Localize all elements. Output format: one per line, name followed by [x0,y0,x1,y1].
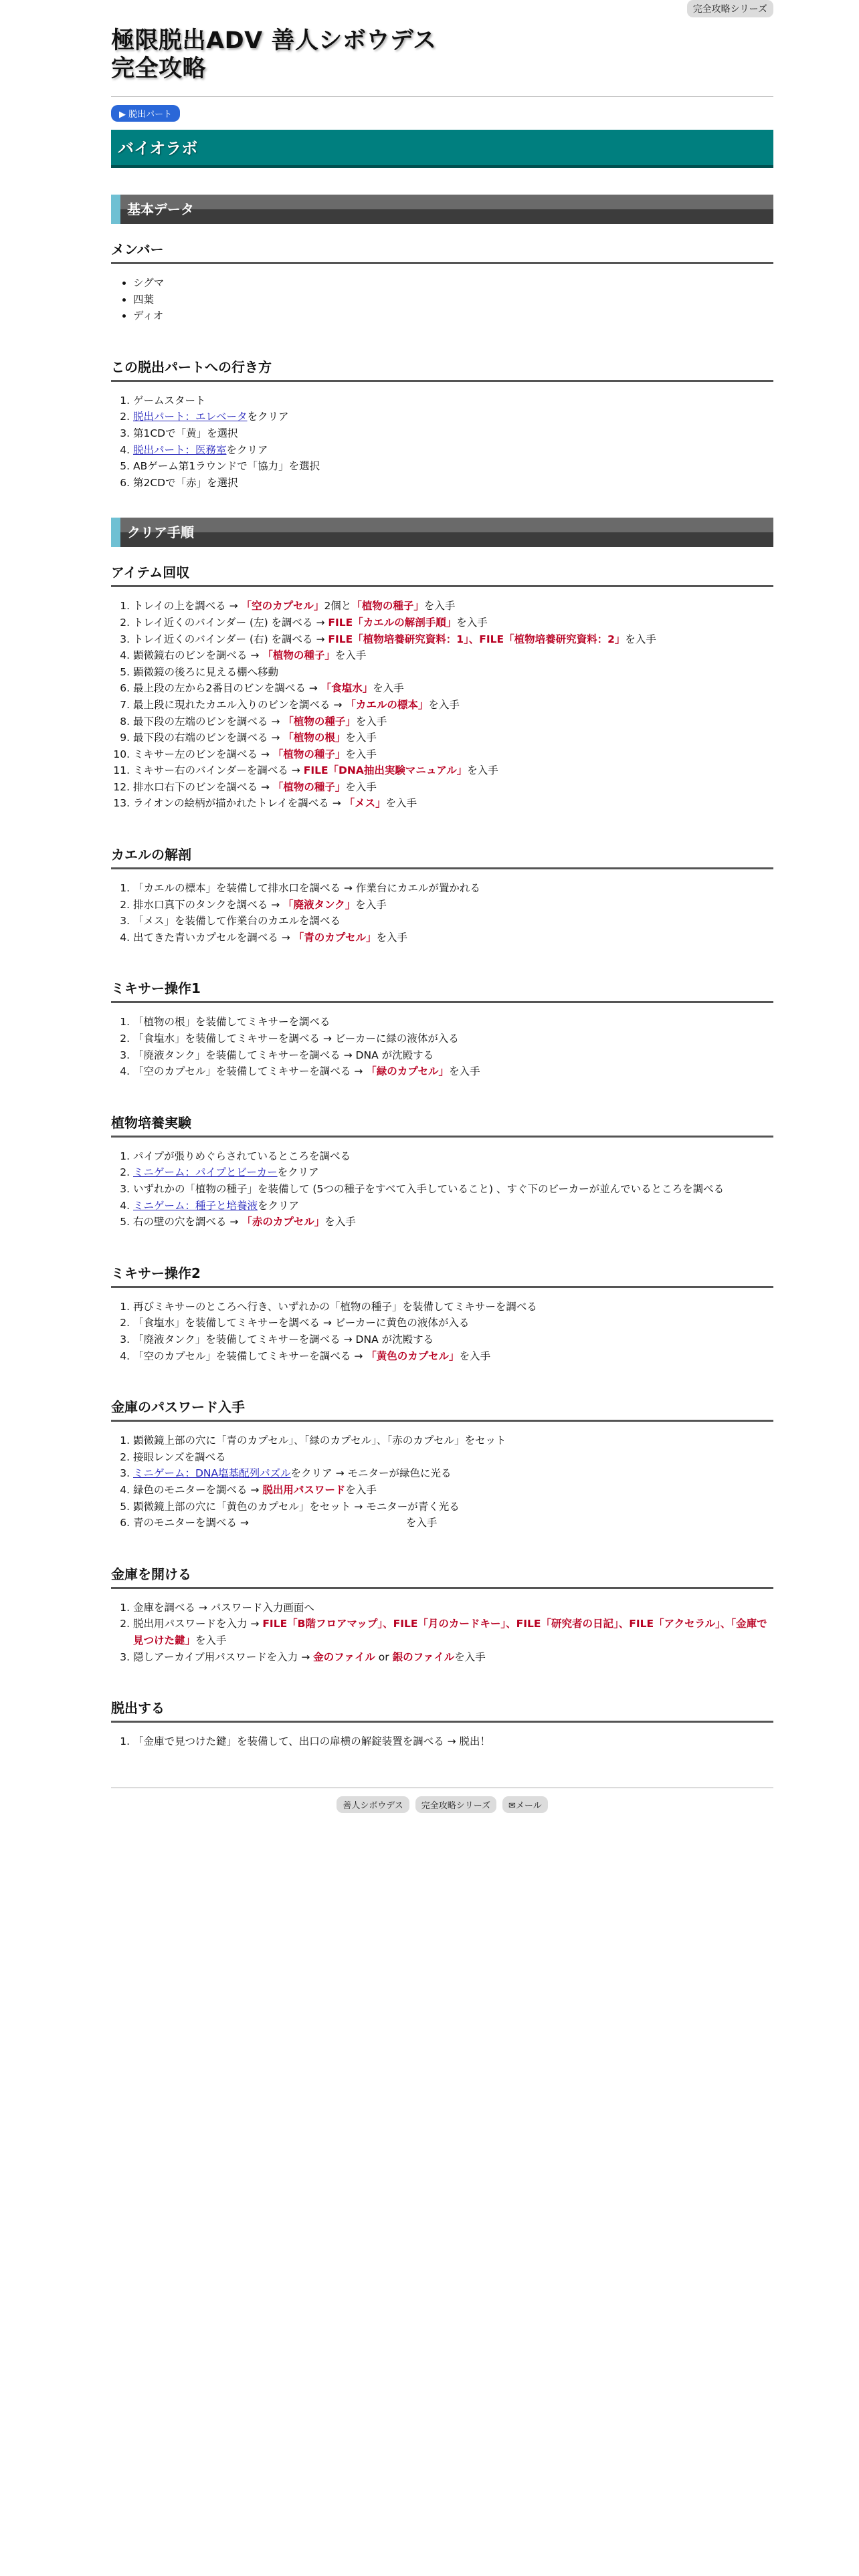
list-item: 4. 「空のカプセル」を装備してミキサーを調べる → 「緑のカプセル」を入手 [133,1063,773,1080]
culture-list [111,1148,773,1230]
items-heading: アイテム回収 [111,562,773,587]
list-item: 3. 「廃液タンク」を装備してミキサーを調べる → DNA が沈殿する [133,1047,773,1064]
members-list [111,275,773,324]
list-item: 2. 脱出用パスワードを入力 → FILE「B階フロアマップ」、FILE「月のカードキー」、FILE「研究者の日記」、FILE「アクセラル」、「金庫で見つけた鍵」を入手 [133,1616,773,1648]
route-list [111,393,773,492]
list-item: 8. 最下段の左端のビンを調べる → 「植物の種子」を入手 [133,714,773,730]
safe-password-list [111,1432,773,1531]
section-heading-clear-steps: クリア手順 [111,518,773,547]
list-item: 2. トレイ近くのバインダー (左) を調べる → FILE「カエルの解剖手順」を入手 [133,615,773,631]
list-item: 1. ゲームスタート [133,393,773,409]
list-item: 2. 「食塩水」を装備してミキサーを調べる → ビーカーに緑の液体が入る [133,1031,773,1047]
list-item: 12. 排水口右下のビンを調べる → 「植物の種子」を入手 [133,779,773,796]
list-item: 6. 青のモニターを調べる → を入手 [133,1515,773,1531]
list-item: 1. 再びミキサーのところへ行き、いずれかの「植物の種子」を装備してミキサーを調べる [133,1299,773,1315]
list-item: 3. 「メス」を装備して作業台のカエルを調べる [133,913,773,930]
breadcrumb-escape-part[interactable]: ▶ 脱出パート [111,105,180,122]
frog-heading: カエルの解剖 [111,844,773,869]
frog-list [111,880,773,946]
list-item: 1. トレイの上を調べる → 「空のカプセル」2個と「植物の種子」を入手 [133,598,773,615]
list-item: 1. 「金庫で見つけた鍵」を装備して、出口の扉横の解錠装置を調べる → 脱出！ [133,1733,773,1750]
footer-link-mail[interactable]: ✉メール [502,1796,548,1813]
list-item: 2. 排水口真下のタンクを調べる → 「廃液タンク」を入手 [133,897,773,914]
link-minigame-dna-puzzle[interactable]: ミニゲーム：DNA塩基配列パズル [133,1467,291,1480]
list-item: 2. 接眼レンズを調べる [133,1449,773,1466]
list-item: 3. いずれかの「植物の種子」を装備して (5つの種子をすべて入手していること) 、すぐ下のビーカーが並んでいるところを調べる [133,1181,773,1198]
list-item: 5. 顕微鏡の後ろに見える棚へ移動 [133,664,773,681]
site-title [111,0,773,83]
escape-list [111,1733,773,1750]
list-item: 13. ライオンの絵柄が描かれたトレイを調べる → 「メス」を入手 [133,795,773,812]
step-text: をクリア [226,443,268,456]
list-item: 1. パイプが張りめぐらされているところを調べる [133,1148,773,1165]
list-item: 1. 「カエルの標本」を装備して排水口を調べる → 作業台にカエルが置かれる [133,880,773,897]
list-item [133,409,773,425]
site-title-line1: 極限脱出ADV 善人シボウデス [111,27,437,54]
member-item: • ディオ [133,308,773,324]
title-divider [111,96,773,97]
list-item: 7. 最上段に現れたカエル入りのビンを調べる → 「カエルの標本」を入手 [133,697,773,714]
footer-link-game[interactable]: 善人シボウデス [337,1796,409,1813]
link-infirmary-part[interactable]: 脱出パート：医務室 [133,443,227,456]
list-item: 4. 出てきた青いカプセルを調べる → 「青のカプセル」を入手 [133,930,773,946]
list-item: 4. 「空のカプセル」を装備してミキサーを調べる → 「黄色のカプセル」を入手 [133,1348,773,1365]
list-item: 11. ミキサー右のバインダーを調べる → FILE「DNA抽出実験マニュアル」を入手 [133,762,773,779]
list-item: 4. ミニゲーム：種子と培養液をクリア [133,1198,773,1214]
page [111,0,773,1813]
list-item: 3. 第1CDで「黄」を選択 [133,425,773,442]
series-tag-link[interactable]: 完全攻略シリーズ [687,0,773,17]
link-minigame-pipe-beaker[interactable]: ミニゲーム：パイプとビーカー [133,1166,278,1179]
list-item: 1. 顕微鏡上部の穴に「青のカプセル」、「緑のカプセル」、「赤のカプセル」をセット [133,1432,773,1449]
list-item: 3. 隠しアーカイブ用パスワードを入力 → 金のファイル or 銀のファイルを入手 [133,1649,773,1666]
list-item: 6. 第2CDで「赤」を選択 [133,475,773,492]
list-item: 10. ミキサー左のビンを調べる → 「植物の種子」を入手 [133,746,773,763]
list-item: 5. 顕微鏡上部の穴に「黄色のカプセル」をセット → モニターが青く光る [133,1499,773,1515]
mixer1-heading: ミキサー操作1 [111,978,773,1003]
members-heading: メンバー [111,239,773,264]
mixer2-heading: ミキサー操作2 [111,1263,773,1288]
link-minigame-seed-culture[interactable]: ミニゲーム：種子と培養液 [133,1199,258,1212]
safe-open-list [111,1600,773,1665]
list-item: 1. 「植物の根」を装備してミキサーを調べる [133,1014,773,1031]
list-item: 4. 緑色のモニターを調べる → 脱出用パスワードを入手 [133,1482,773,1499]
step-text: をクリア [247,411,289,423]
part-title: バイオラボ [111,130,773,168]
list-item: 2. ミニゲーム：パイプとビーカーをクリア [133,1164,773,1181]
list-item [133,442,773,459]
list-item: 1. 金庫を調べる → パスワード入力画面へ [133,1600,773,1616]
link-elevator-part[interactable]: 脱出パート：エレベータ [133,411,248,423]
safe-password-heading: 金庫のパスワード入手 [111,1396,773,1422]
member-item: • 四葉 [133,292,773,308]
mixer2-list [111,1299,773,1364]
route-heading: この脱出パートへの行き方 [111,356,773,382]
list-item: 4. 顕微鏡右のビンを調べる → 「植物の種子」を入手 [133,647,773,664]
list-item: 3. ミニゲーム：DNA塩基配列パズルをクリア → モニターが緑色に光る [133,1465,773,1482]
list-item: 3. 「廃液タンク」を装備してミキサーを調べる → DNA が沈殿する [133,1331,773,1348]
safe-open-heading: 金庫を開ける [111,1564,773,1589]
list-item: 3. トレイ近くのバインダー (右) を調べる → FILE「植物培養研究資料：1」、FILE「植物培養研究資料：2」を入手 [133,631,773,648]
mixer1-list [111,1014,773,1079]
member-item: • シグマ [133,275,773,292]
section-heading-basic-data: 基本データ [111,195,773,224]
site-title-line2: 完全攻略 [111,56,207,82]
list-item: 5. ABゲーム第1ラウンドで「協力」を選択 [133,458,773,475]
footer [111,1796,773,1813]
list-item: 5. 右の壁の穴を調べる → 「赤のカプセル」を入手 [133,1214,773,1230]
list-item: 6. 最上段の左から2番目のビンを調べる → 「食塩水」を入手 [133,680,773,697]
escape-heading: 脱出する [111,1697,773,1723]
footer-link-series[interactable]: 完全攻略シリーズ [415,1796,496,1813]
culture-heading: 植物培養実験 [111,1112,773,1138]
list-item: 9. 最下段の右端のビンを調べる → 「植物の根」を入手 [133,730,773,746]
list-item: 2. 「食塩水」を装備してミキサーを調べる → ビーカーに黄色の液体が入る [133,1315,773,1331]
items-list [111,598,773,812]
